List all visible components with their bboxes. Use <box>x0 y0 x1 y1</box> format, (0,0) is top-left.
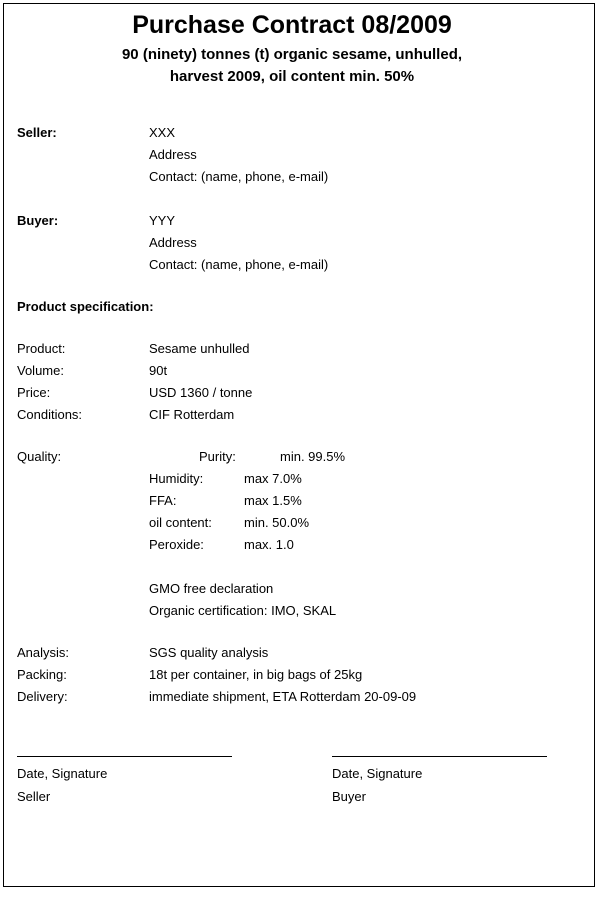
quality-key-peroxide: Peroxide: <box>149 537 204 552</box>
party-block-buyer <box>12 210 572 276</box>
buyer-contact-row <box>12 254 572 276</box>
table-row <box>12 512 572 534</box>
logistics-value-packing: 18t per container, in big bags of 25kg <box>149 667 363 682</box>
quality-key-ffa: FFA: <box>149 493 177 508</box>
buyer-label: Buyer: <box>17 213 59 228</box>
logistics-value-delivery: immediate shipment, ETA Rotterdam 20-09-09 <box>149 689 417 704</box>
seller-contact: Contact: (name, phone, e-mail) <box>149 169 329 184</box>
signature-caption-seller: Date, Signature <box>17 766 108 781</box>
quality-table <box>12 446 572 556</box>
divider-space <box>12 318 572 338</box>
buyer-address-row <box>12 232 572 254</box>
spacer-cell <box>12 512 149 534</box>
divider-space <box>12 556 572 578</box>
spec-table <box>12 338 572 426</box>
table-row <box>12 360 572 382</box>
seller-contact-row <box>12 166 572 188</box>
signature-party-seller: Seller <box>17 789 51 804</box>
logistics-label-packing: Packing: <box>17 667 67 682</box>
spec-value-conditions: CIF Rotterdam <box>149 407 235 422</box>
spec-label-conditions: Conditions: <box>17 407 83 422</box>
divider-space <box>12 188 572 210</box>
contract-body <box>12 122 572 846</box>
table-row <box>12 490 572 512</box>
quality-key-purity: Purity: <box>199 449 236 464</box>
table-row <box>12 338 572 360</box>
buyer-name: YYY <box>149 213 176 228</box>
party-block-seller <box>12 122 572 188</box>
quality-value-peroxide: max. 1.0 <box>244 537 294 552</box>
table-row <box>12 578 572 600</box>
signature-area <box>12 756 572 846</box>
spacer-cell <box>12 490 149 512</box>
logistics-label-delivery: Delivery: <box>17 689 68 704</box>
buyer-contact: Contact: (name, phone, e-mail) <box>149 257 329 272</box>
table-row <box>12 600 572 622</box>
subtitle-line-2: harvest 2009, oil content min. 50% <box>169 68 415 85</box>
divider-space <box>12 276 572 296</box>
seller-address-row <box>12 144 572 166</box>
spec-value-price: USD 1360 / tonne <box>149 385 253 400</box>
quality-value-oil-content: min. 50.0% <box>244 515 310 530</box>
seller-name: XXX <box>149 125 176 140</box>
buyer-address: Address <box>149 235 197 250</box>
quality-label: Quality: <box>17 449 62 464</box>
signature-line-seller[interactable] <box>17 756 232 757</box>
table-row <box>12 468 572 490</box>
spec-label-product: Product: <box>17 341 66 356</box>
contract-content <box>4 4 594 886</box>
quality-key-humidity: Humidity: <box>149 471 204 486</box>
spec-label-volume: Volume: <box>17 363 64 378</box>
table-row <box>12 534 572 556</box>
quality-value-purity: min. 99.5% <box>280 449 346 464</box>
page-subtitle <box>12 44 572 88</box>
quality-value-ffa: max 1.5% <box>244 493 302 508</box>
signature-line-buyer[interactable] <box>332 756 547 757</box>
table-row <box>12 404 572 426</box>
signature-party-buyer: Buyer <box>332 789 366 804</box>
note-gmo-free: GMO free declaration <box>149 581 274 596</box>
logistics-label-analysis: Analysis: <box>17 645 70 660</box>
signature-block-buyer <box>332 756 572 808</box>
table-row <box>12 664 572 686</box>
spec-value-product: Sesame unhulled <box>149 341 250 356</box>
table-row <box>12 382 572 404</box>
table-row <box>12 686 572 708</box>
logistics-value-analysis: SGS quality analysis <box>149 645 269 660</box>
signature-caption-buyer: Date, Signature <box>332 766 423 781</box>
logistics-table <box>12 642 572 708</box>
table-row <box>12 642 572 664</box>
spacer-cell <box>12 468 149 490</box>
quality-notes <box>12 578 572 622</box>
divider-space <box>12 622 572 642</box>
spacer-cell <box>12 600 149 622</box>
signature-block-seller <box>12 756 332 808</box>
spacer-cell <box>12 578 149 600</box>
note-organic-certification: Organic certification: IMO, SKAL <box>149 603 337 618</box>
section-heading-product-specification: Product specification: <box>17 299 154 314</box>
spacer-cell <box>12 534 149 556</box>
spec-value-volume: 90t <box>149 363 168 378</box>
seller-label: Seller: <box>17 125 57 140</box>
quality-value-humidity: max 7.0% <box>244 471 302 486</box>
spec-label-price: Price: <box>17 385 51 400</box>
buyer-name-row <box>12 210 572 232</box>
contract-sheet <box>3 3 595 887</box>
signature-lines-row <box>12 756 572 808</box>
seller-address: Address <box>149 147 197 162</box>
table-row <box>12 446 572 468</box>
seller-name-row <box>12 122 572 144</box>
page-title: Purchase Contract 08/2009 <box>132 11 452 39</box>
subtitle-line-1: 90 (ninety) tonnes (t) organic sesame, unhulled, <box>121 46 463 63</box>
divider-space <box>12 426 572 446</box>
quality-key-oil-content: oil content: <box>149 515 212 530</box>
